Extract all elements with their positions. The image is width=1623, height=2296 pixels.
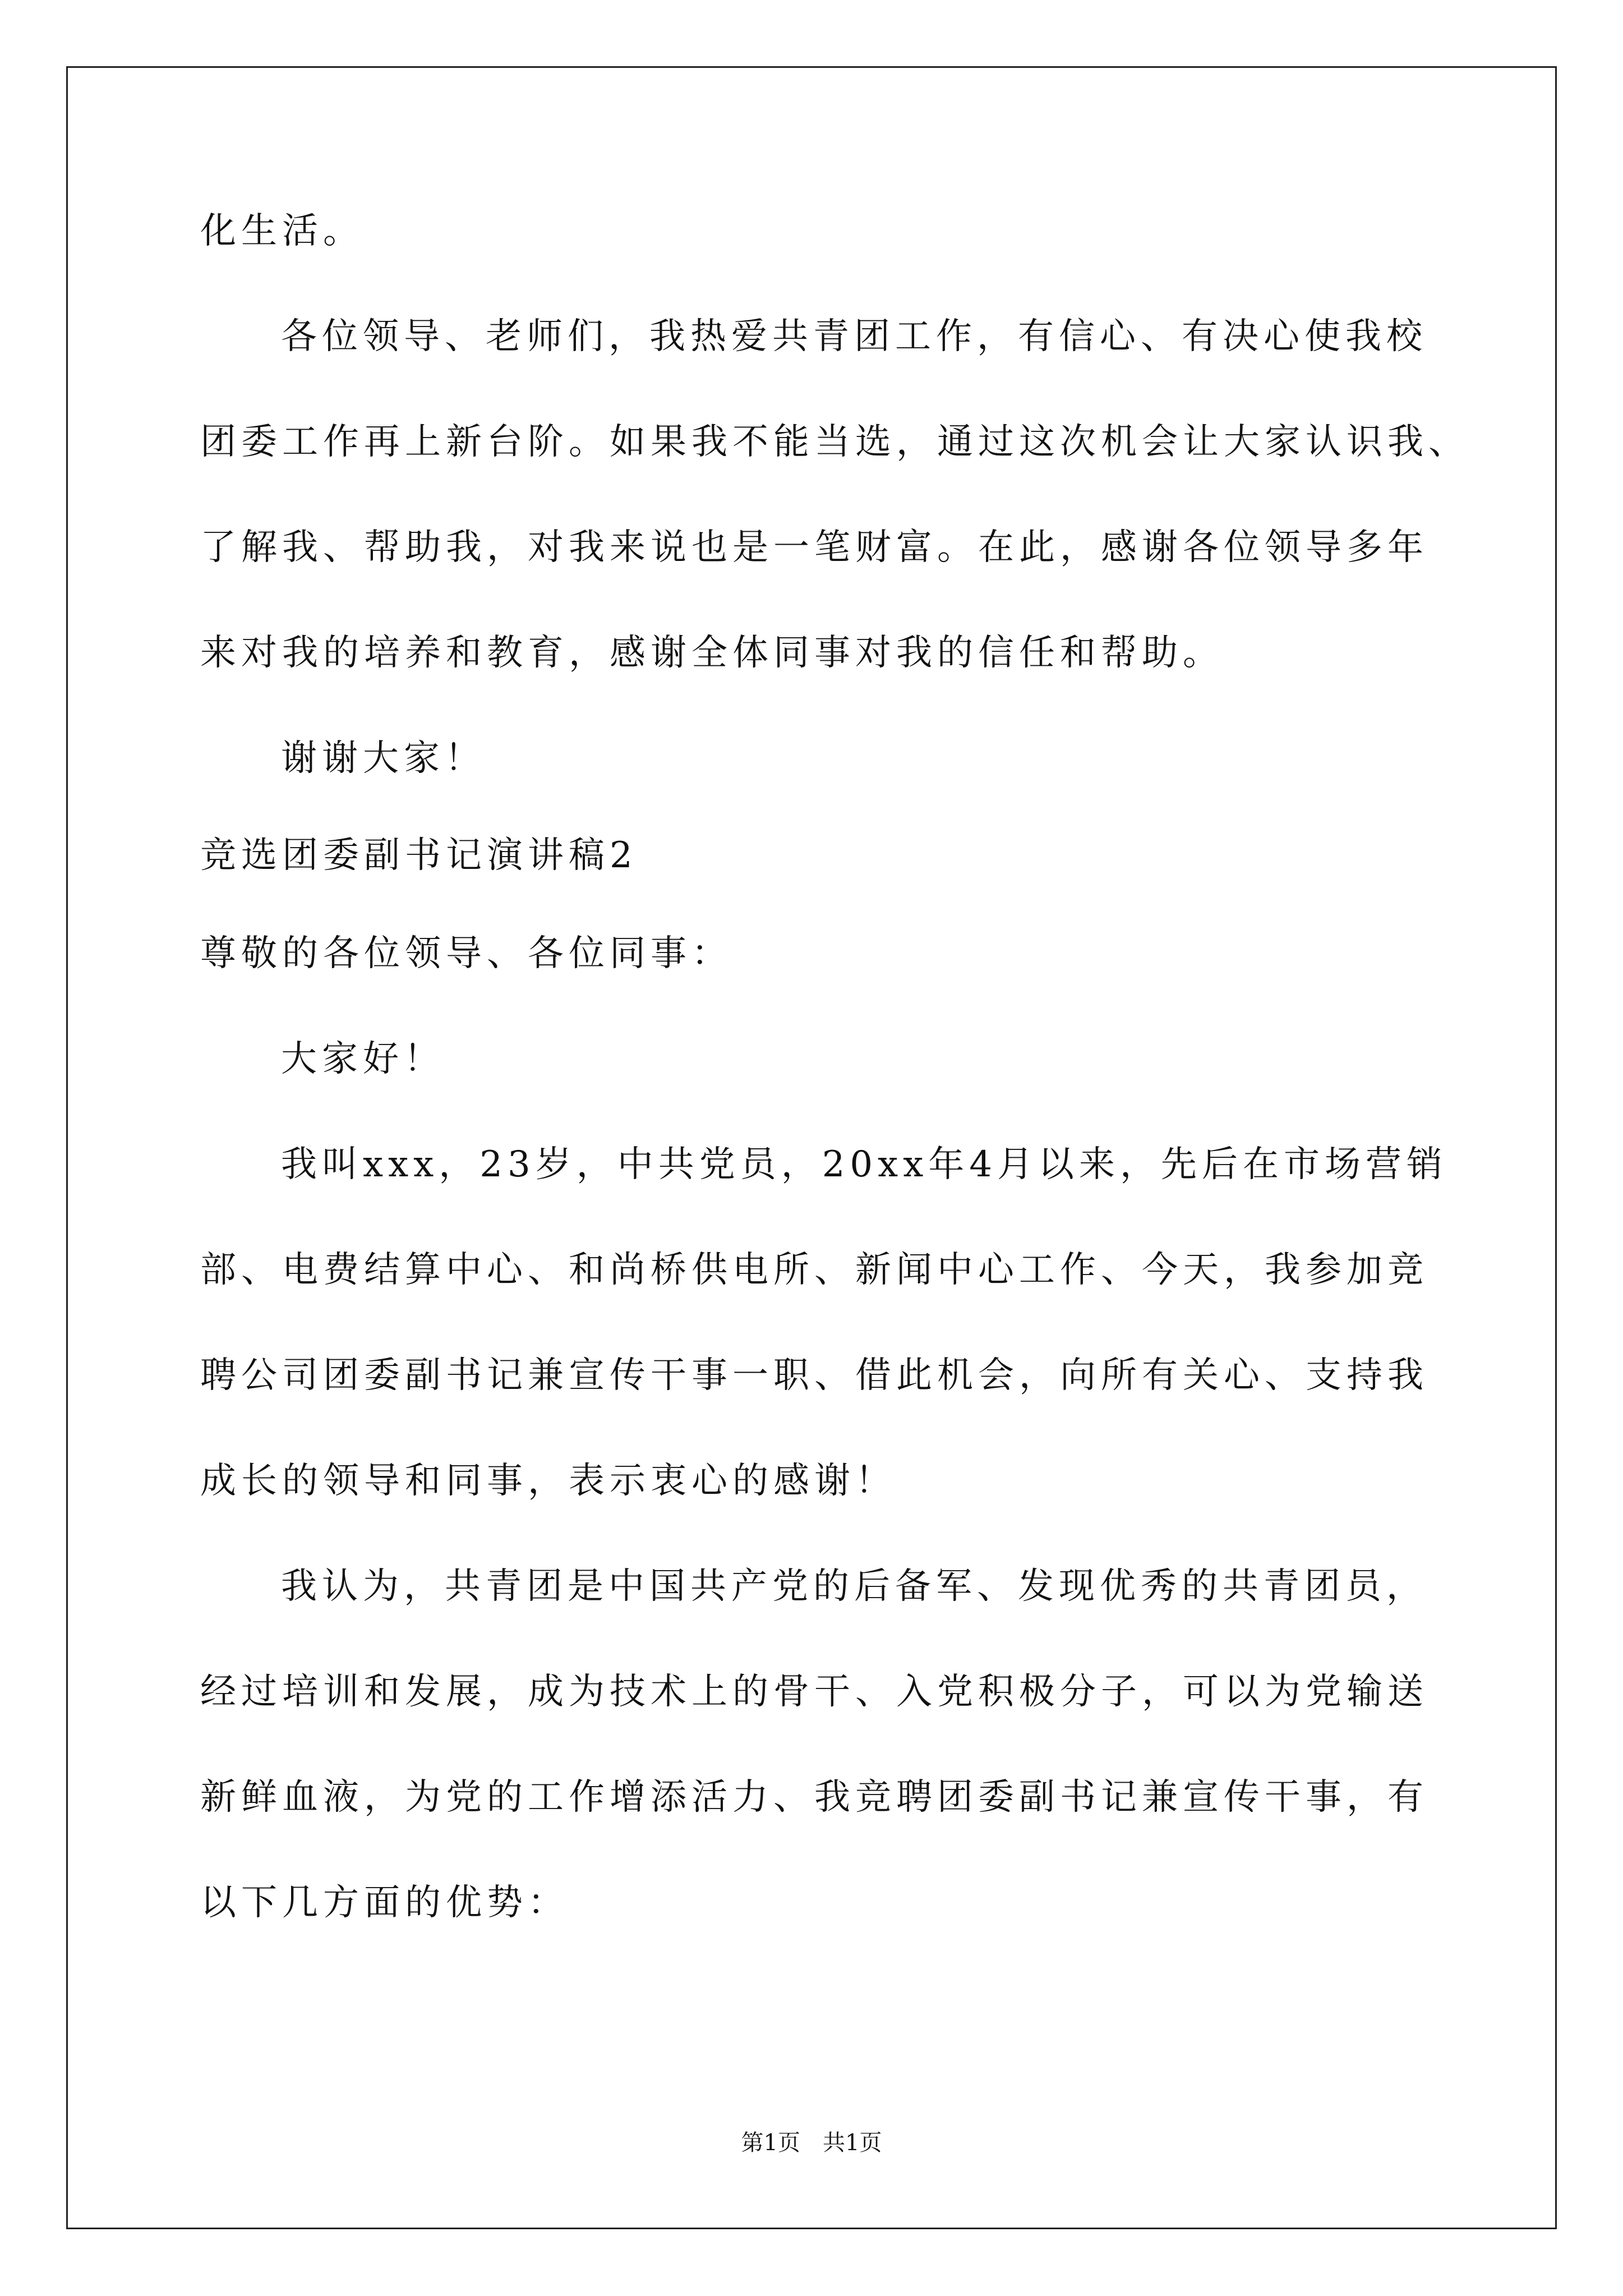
- section-heading: 竞选团委副书记演讲稿2: [200, 835, 638, 876]
- text-line: 新鲜血液，为党的工作增添活力、我竞聘团委副书记兼宣传干事，有: [200, 1777, 1428, 1818]
- text-line: 我认为，共青团是中国共产党的后备军、发现优秀的共青团员，: [281, 1566, 1427, 1607]
- text-line: 以下几方面的优势：: [200, 1882, 569, 1924]
- text-line: 各位领导、老师们，我热爱共青团工作，有信心、有决心使我校: [281, 316, 1427, 357]
- text-line: 我叫xxx，23岁，中共党员，20xx年4月以来，先后在市场营销: [281, 1144, 1448, 1185]
- text-line: 了解我、帮助我，对我来说也是一笔财富。在此，感谢各位领导多年: [200, 527, 1428, 568]
- text-line: 部、电费结算中心、和尚桥供电所、新闻中心工作、今天，我参加竞: [200, 1249, 1428, 1291]
- text-line: 成长的领导和同事，表示衷心的感谢！: [200, 1460, 896, 1502]
- text-line: 团委工作再上新台阶。如果我不能当选，通过这次机会让大家认识我、: [200, 421, 1469, 463]
- text-line: 化生活。: [200, 210, 364, 252]
- greeting: 大家好！: [281, 1038, 445, 1080]
- text-line: 谢谢大家！: [281, 738, 486, 779]
- text-line: 经过培训和发展，成为技术上的骨干、入党积极分子，可以为党输送: [200, 1671, 1428, 1713]
- text-line: 聘公司团委副书记兼宣传干事一职、借此机会，向所有关心、支持我: [200, 1355, 1428, 1396]
- page-number-footer: 第1页 共1页: [741, 2130, 882, 2156]
- salutation: 尊敬的各位领导、各位同事：: [200, 933, 732, 974]
- text-line: 来对我的培养和教育，感谢全体同事对我的信任和帮助。: [200, 632, 1224, 674]
